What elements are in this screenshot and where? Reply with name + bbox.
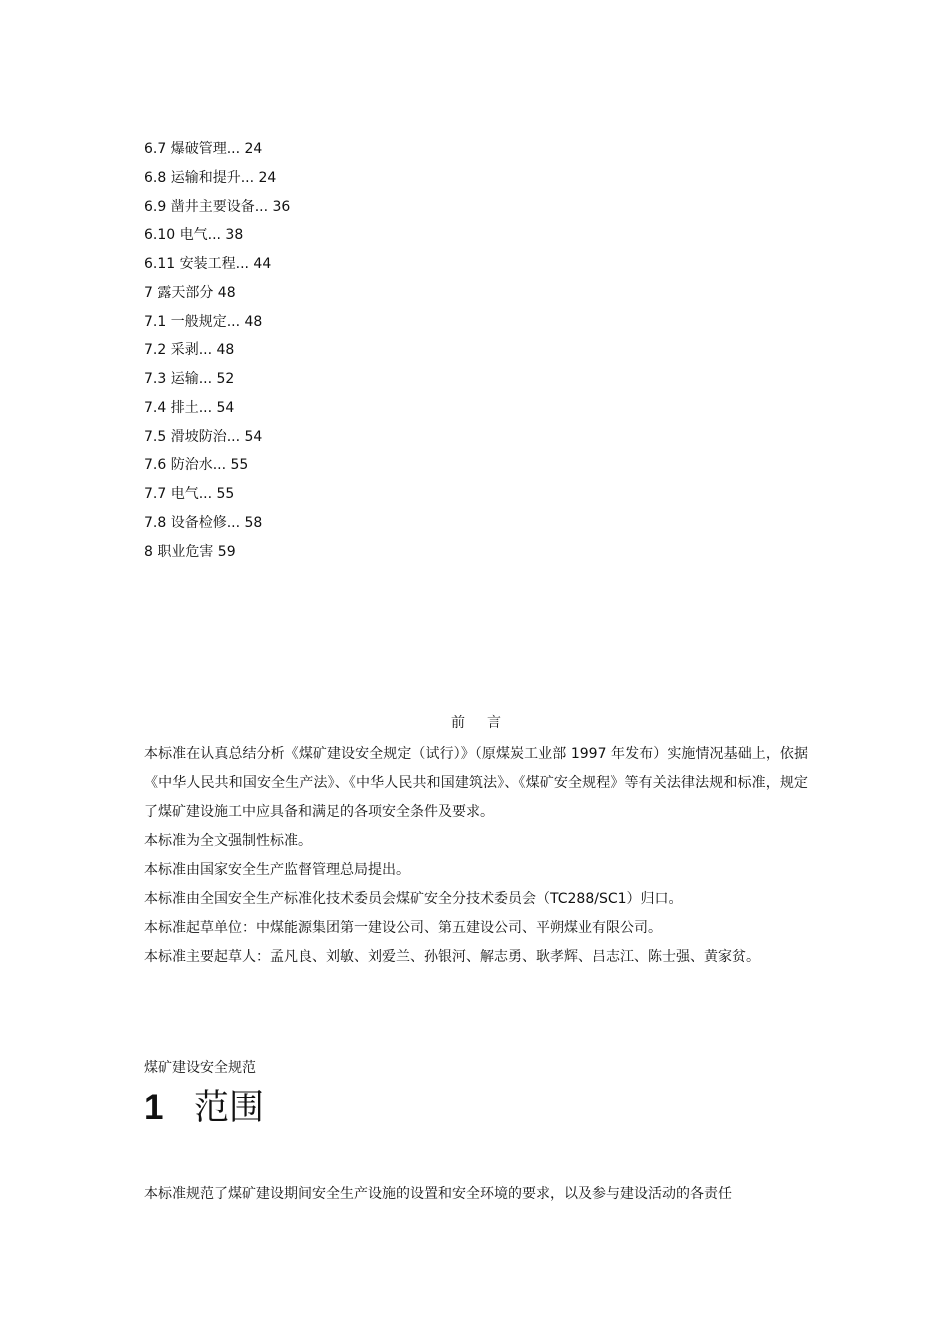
toc-entry[interactable]: 8 职业危害 59 xyxy=(144,543,236,560)
toc-entry[interactable]: 7.5 滑坡防治... 54 xyxy=(144,428,263,445)
toc-entry[interactable]: 7.4 排土... 54 xyxy=(144,399,235,416)
toc-entry[interactable]: 7.1 一般规定... 48 xyxy=(144,313,263,330)
toc-entry[interactable]: 6.11 安装工程... 44 xyxy=(144,256,272,272)
table-of-contents xyxy=(144,138,804,569)
foreword-paragraph: 本标准由全国安全生产标准化技术委员会煤矿安全分技术委员会（TC288/SC1）归口。 xyxy=(144,891,683,907)
toc-entry[interactable]: 7 露天部分 48 xyxy=(144,284,236,301)
foreword-paragraph: 本标准由国家安全生产监督管理总局提出。 xyxy=(144,862,410,878)
chapter-heading xyxy=(144,1082,264,1134)
foreword-heading-right: 言 xyxy=(487,715,501,731)
toc-entry[interactable]: 7.6 防治水... 55 xyxy=(144,457,249,474)
chapter-number: 1 xyxy=(144,1088,164,1127)
foreword-heading-left: 前 xyxy=(451,715,465,731)
scope-paragraph: 本标准规范了煤矿建设期间安全生产设施的设置和安全环境的要求，以及参与建设活动的各责任 xyxy=(144,1186,732,1202)
toc-entry[interactable]: 6.9 凿井主要设备... 36 xyxy=(144,198,291,215)
foreword-paragraph: 本标准主要起草人：孟凡良、刘敏、刘爱兰、孙银河、解志勇、耿孝辉、吕志江、陈士强、黄家贫。 xyxy=(144,949,760,965)
toc-entry[interactable]: 6.8 运输和提升... 24 xyxy=(144,169,277,186)
foreword-heading xyxy=(144,712,808,740)
chapter-title: 范围 xyxy=(194,1088,265,1128)
toc-entry[interactable]: 6.7 爆破管理... 24 xyxy=(144,141,263,157)
toc-entry[interactable]: 7.8 设备检修... 58 xyxy=(144,514,263,531)
foreword-paragraph: 本标准在认真总结分析《煤矿建设安全规定（试行）》（原煤炭工业部 1997 年发布）实施情况基础上，依据《中华人民共和国安全生产法》、《中华人民共和国建筑法》、《煤矿安全规程》等有关法律法规和标准，规定了煤矿建设施工中应具备和满足的各项安全条件及要求。 xyxy=(144,746,808,820)
foreword-paragraph: 本标准为全文强制性标准。 xyxy=(144,833,312,849)
toc-entry[interactable]: 7.3 运输... 52 xyxy=(144,371,235,387)
toc-entry[interactable]: 6.10 电气... 38 xyxy=(144,227,244,244)
foreword-section xyxy=(144,712,808,972)
toc-entry[interactable]: 7.7 电气... 55 xyxy=(144,486,235,502)
toc-entry[interactable]: 7.2 采剥... 48 xyxy=(144,342,235,359)
standard-name: 煤矿建设安全规范 xyxy=(144,1060,256,1076)
foreword-paragraph: 本标准起草单位：中煤能源集团第一建设公司、第五建设公司、平朔煤业有限公司。 xyxy=(144,920,662,936)
